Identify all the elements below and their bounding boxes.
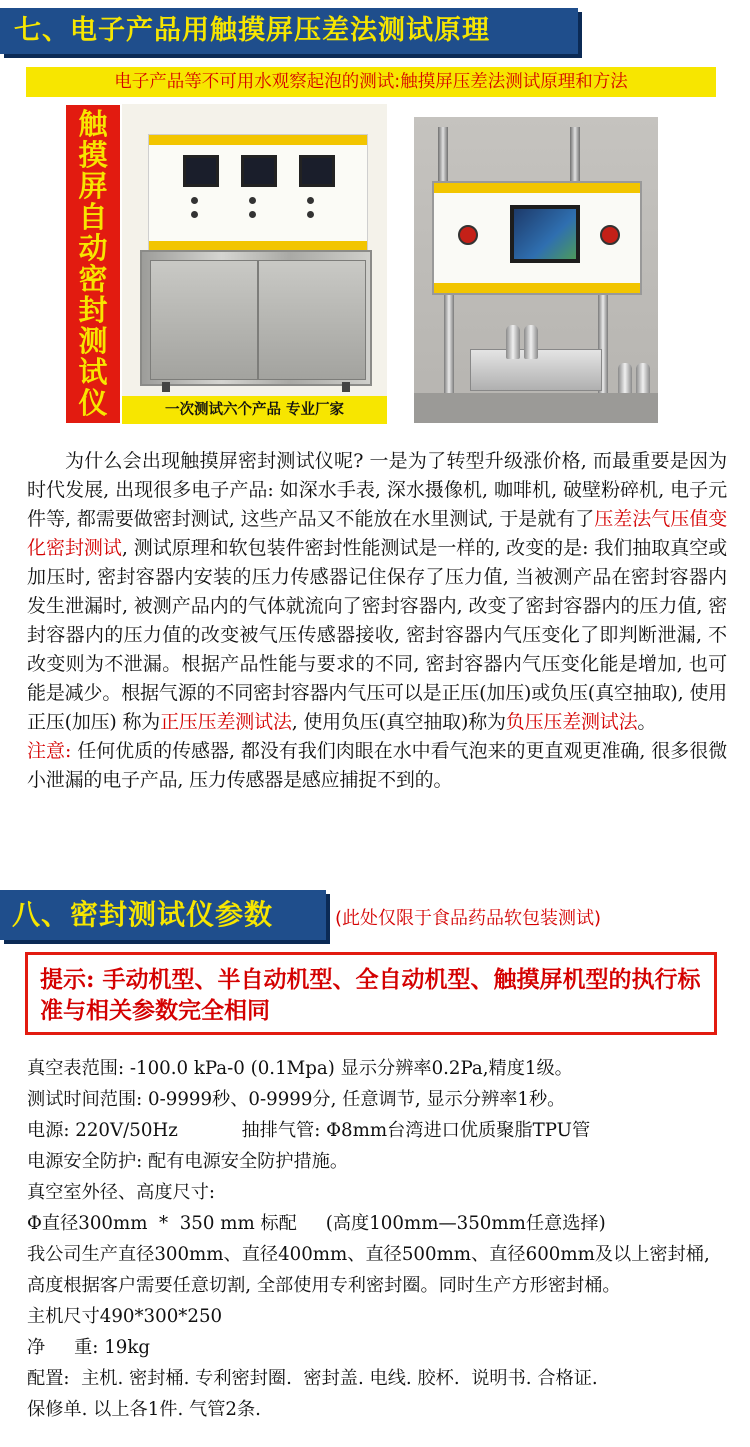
vertical-product-label	[66, 105, 120, 423]
note-paragraph	[27, 737, 727, 795]
spec-line: 测试时间范围: 0-9999秒、0-9999分, 任意调节, 显示分辨率1秒。	[27, 1089, 566, 1110]
spec-line: 电源安全防护: 配有电源安全防护措施。	[27, 1151, 349, 1172]
vertical-label-char: 自	[78, 200, 108, 234]
valve-knob	[307, 197, 314, 204]
vertical-label-char: 试	[78, 355, 108, 389]
housing-top-stripe	[434, 183, 640, 193]
section-8-scope-note: (此处仅限于食品药品软包装测试)	[335, 908, 602, 929]
principle-paragraph	[27, 447, 727, 737]
note-label: 注意:	[27, 740, 72, 762]
highlight-negative-method: 负压压差测试法	[505, 711, 638, 733]
caster-wheel	[162, 382, 170, 392]
tester-housing	[432, 181, 642, 295]
paragraph-text: 。	[637, 711, 657, 733]
spec-line: 真空室外径、高度尺寸:	[27, 1182, 216, 1203]
sample-canister	[636, 363, 650, 397]
tip-box: 提示: 手动机型、半自动机型、全自动机型、触摸屏机型的执行标准与相关参数完全相同	[25, 952, 717, 1035]
vertical-label-char: 摸	[78, 138, 108, 172]
highlight-positive-method: 正压压差测试法	[160, 711, 292, 733]
touchscreen-display	[510, 205, 580, 263]
spec-line: 主机尺寸490*300*250	[27, 1306, 223, 1327]
vertical-label-char: 触	[78, 107, 108, 141]
touchscreen-1	[183, 155, 219, 187]
sample-canister	[506, 325, 520, 359]
valve-knob	[191, 211, 198, 218]
valve-knob	[307, 211, 314, 218]
vertical-label-char: 仪	[78, 386, 108, 420]
section-7-heading: 七、电子产品用触摸屏压差法测试原理	[0, 8, 578, 54]
touchscreen-3	[299, 155, 335, 187]
spec-line: 保修单. 以上各1件. 气管2条.	[27, 1399, 261, 1420]
cabinet-door-right	[258, 260, 366, 380]
spec-line: 高度根据客户需要任意切割, 全部使用专利密封圈。同时生产方形密封桶。	[27, 1275, 621, 1296]
photo-caption-banner: 一次测试六个产品 专业厂家	[122, 396, 387, 424]
steel-cabinet	[140, 250, 372, 386]
vertical-label-char: 封	[78, 293, 108, 327]
sample-canister	[524, 325, 538, 359]
panel-top-stripe	[149, 135, 367, 145]
touchscreen-seal-tester-photo	[414, 117, 658, 423]
spec-line: 净 重: 19kg	[27, 1337, 150, 1358]
valve-knob	[249, 211, 256, 218]
spec-line: 我公司生产直径300mm、直径400mm、直径500mm、直径600mm及以上密封桶,	[27, 1244, 710, 1265]
paragraph-text: 为什么会出现触摸屏密封测试仪呢? 一是为了转型升级涨价格, 而最重要是因为时代发展, 出现很多电子产品: 如深水手表, 深水摄像机, 咖啡机, 破壁粉碎机, 电子元件等, 都需要做密封测试, 这些产品又不能放在水里测试, 于是就有了	[27, 450, 727, 530]
sample-canister	[618, 363, 632, 397]
caster-wheel	[342, 382, 350, 392]
vertical-label-char: 测	[78, 324, 108, 358]
red-stop-button	[600, 225, 620, 245]
paragraph-text: , 使用负压(真空抽取)称为	[291, 711, 506, 733]
housing-bottom-stripe	[434, 283, 640, 293]
multi-station-tester-photo	[122, 104, 387, 424]
vertical-label-char: 动	[78, 231, 108, 265]
vertical-label-char: 屏	[78, 169, 108, 203]
cabinet-door-left	[150, 260, 258, 380]
spec-line: Φ直径300mm * 350 mm 标配 (高度100mm—350mm任意选择)	[27, 1213, 606, 1234]
valve-knob	[191, 197, 198, 204]
section-8-heading: 八、密封测试仪参数	[0, 890, 326, 940]
green-start-button	[458, 225, 478, 245]
principle-description	[27, 447, 727, 795]
vertical-label-char: 密	[78, 262, 108, 296]
highlight-differential-method: 压差法气压值变化密封测试	[27, 508, 727, 559]
section-7-subtitle: 电子产品等不可用水观察起泡的测试:触摸屏压差法测试原理和方法	[26, 67, 716, 97]
spec-line: 真空表范围: -100.0 kPa-0 (0.1Mpa) 显示分辨率0.2Pa,精度1级。	[27, 1058, 573, 1079]
spec-line: 配置: 主机. 密封桶. 专利密封圈. 密封盖. 电线. 胶杯. 说明书. 合格证.	[27, 1368, 598, 1389]
table-surface	[414, 393, 658, 423]
note-text: 任何优质的传感器, 都没有我们肉眼在水中看气泡来的更直观更准确, 很多很微小泄漏的电子产品, 压力传感器是感应捕捉不到的。	[27, 740, 727, 791]
spec-line: 电源: 220V/50Hz 抽排气管: Φ8mm台湾进口优质聚脂TPU管	[27, 1120, 591, 1141]
valve-knob	[249, 197, 256, 204]
tester-control-panel	[148, 134, 368, 252]
spec-list	[27, 1053, 742, 1425]
touchscreen-2	[241, 155, 277, 187]
paragraph-text: , 测试原理和软包装件密封性能测试是一样的, 改变的是: 我们抽取真空或加压时, 密封容器内安装的压力传感器记住保存了压力值, 当被测产品在密封容器内发生泄漏时, 被测产品内的气体就流向了密封容器内, 改变了密封容器内的压力值, 密封容器内的压力值的改变被气压传感器接收, 密封容器内气压变化了即判断泄漏, 不改变则为不泄漏。根据产品性能与要求的不同, 密封容器内气压变化能是增加, 也可能是减少。根据气源的不同密封容器内气压可以是正压(加压)或负压(真空抽取), 使用正压(加压) 称为	[27, 537, 727, 733]
